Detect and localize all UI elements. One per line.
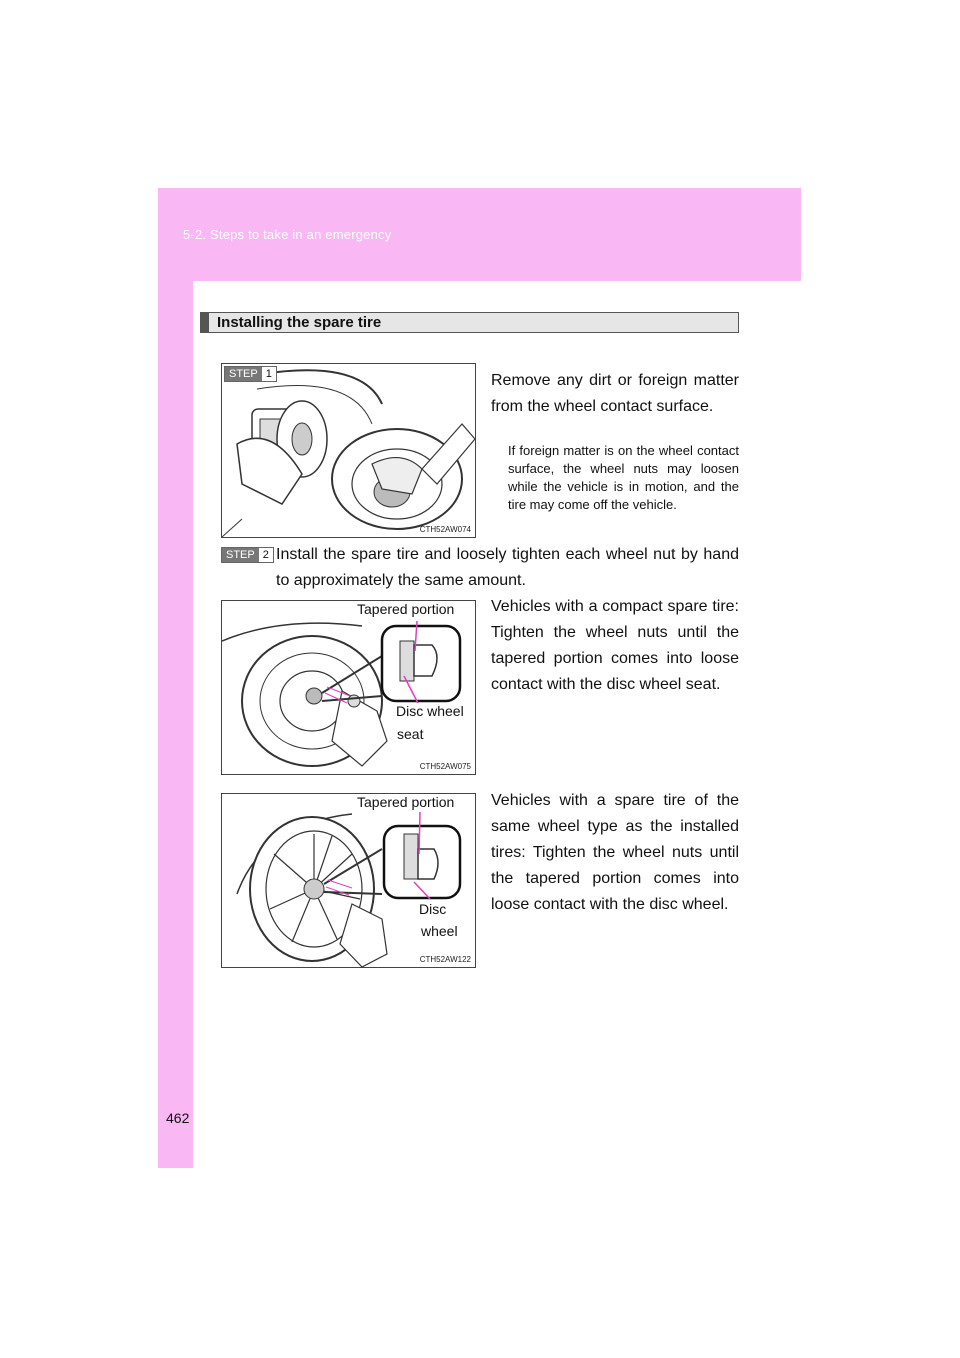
compact-spare-drawing <box>222 601 475 774</box>
step1-badge <box>224 366 277 382</box>
section-heading <box>200 312 739 333</box>
breadcrumb: 5-2. Steps to take in an emergency <box>183 227 392 242</box>
step1-badge-number: 1 <box>262 367 276 381</box>
step2-badge-number: 2 <box>259 548 273 562</box>
step1-badge-word: STEP <box>225 367 262 381</box>
step1-note: If foreign matter is on the wheel contact surface, the wheel nuts may loosen while the vehicle is in motion, and the tire may come off the vehicle. <box>508 443 739 512</box>
step1-instruction: Remove any dirt or foreign matter from the wheel contact surface. <box>491 372 739 415</box>
same-type-spare-text: Vehicles with a spare tire of the same wheel type as the installed tires: Tighten the wheel nuts until the tapered portion comes into loose contact with the disc wheel. <box>491 792 739 913</box>
disc-wheel-seat-label-line2: seat <box>397 726 424 742</box>
step1-illustration <box>221 363 476 538</box>
step2-instruction: Install the spare tire and loosely tighten each wheel nut by hand to approximately the same amount. <box>276 546 739 589</box>
step1-figure-code: CTH52AW074 <box>419 525 471 534</box>
step2-badge <box>221 547 274 563</box>
section-heading-accent <box>201 313 209 332</box>
compact-spare-illustration <box>221 600 476 775</box>
step2-badge-word: STEP <box>222 548 259 562</box>
disc-wheel-label: Disc <box>419 901 447 917</box>
wheel-cleaning-drawing <box>222 364 475 537</box>
disc-wheel-label-line2: wheel <box>421 923 458 939</box>
same-type-spare-illustration <box>221 793 476 968</box>
page-number: 462 <box>166 1110 190 1126</box>
tapered-portion-label: Tapered portion <box>357 601 455 617</box>
compact-figure-code: CTH52AW075 <box>419 762 471 771</box>
section-title: Installing the spare tire <box>217 314 382 331</box>
left-margin-strip <box>158 188 193 1168</box>
same-type-figure-code: CTH52AW122 <box>419 955 471 964</box>
tapered-portion-label-2: Tapered portion <box>357 794 455 810</box>
disc-wheel-seat-label: Disc wheel <box>396 703 464 719</box>
same-type-spare-drawing <box>222 794 475 967</box>
compact-spare-text: Vehicles with a compact spare tire: Tighten the wheel nuts until the tapered portion comes into loose contact with the disc wheel seat. <box>491 598 739 693</box>
